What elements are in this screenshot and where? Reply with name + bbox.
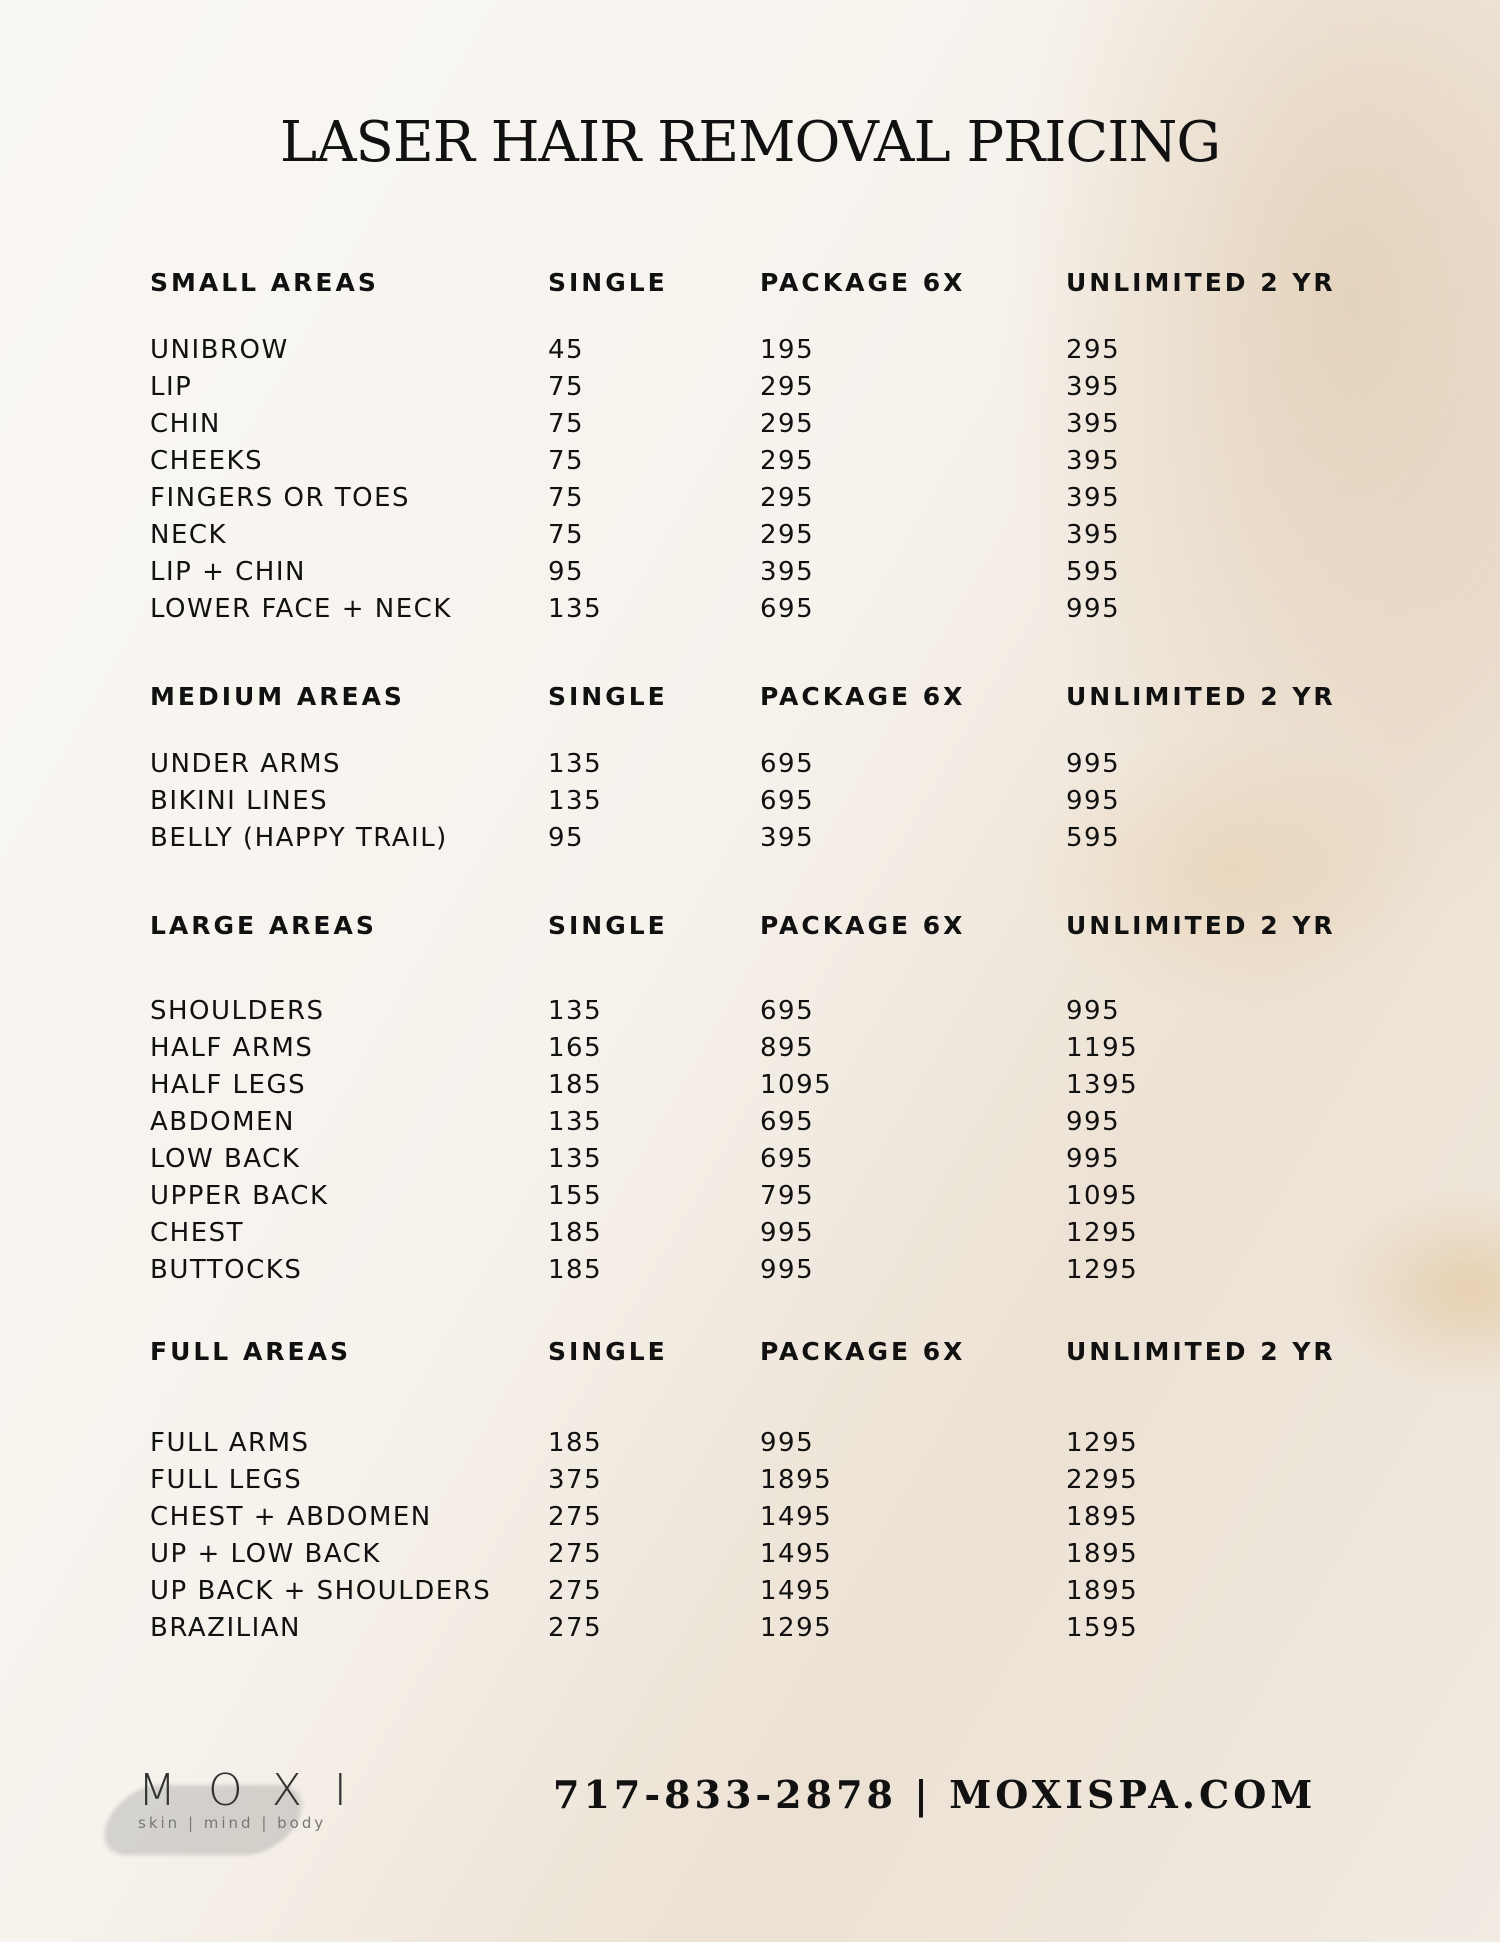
price-row	[0, 372, 1500, 409]
single-price: 275	[548, 1613, 603, 1643]
price-row	[0, 786, 1500, 823]
price-row	[0, 335, 1500, 372]
package-price: 295	[760, 483, 815, 513]
section-large-areas	[0, 911, 1500, 1292]
price-row	[0, 1613, 1500, 1650]
area-name: UNDER ARMS	[150, 749, 342, 779]
section-medium-areas	[0, 682, 1500, 860]
area-name: NECK	[150, 520, 228, 550]
unlimited-price: 1295	[1066, 1255, 1139, 1285]
price-row	[0, 1428, 1500, 1465]
package-price: 295	[760, 446, 815, 476]
price-row	[0, 1576, 1500, 1613]
section-header	[0, 268, 1500, 305]
area-name: CHIN	[150, 409, 221, 439]
single-price: 275	[548, 1576, 603, 1606]
area-name: UP BACK + SHOULDERS	[150, 1576, 492, 1606]
unlimited-price: 995	[1066, 594, 1121, 624]
unlimited-price: 1895	[1066, 1576, 1139, 1606]
unlimited-price: 995	[1066, 786, 1121, 816]
col-package: PACKAGE 6X	[760, 268, 966, 297]
single-price: 95	[548, 557, 585, 587]
section-header	[0, 911, 1500, 948]
unlimited-price: 1095	[1066, 1181, 1139, 1211]
area-name: FULL LEGS	[150, 1465, 303, 1495]
single-price: 165	[548, 1033, 603, 1063]
col-package: PACKAGE 6X	[760, 682, 966, 711]
unlimited-price: 995	[1066, 749, 1121, 779]
unlimited-price: 395	[1066, 483, 1121, 513]
section-title: MEDIUM AREAS	[150, 682, 405, 711]
unlimited-price: 595	[1066, 823, 1121, 853]
package-price: 1095	[760, 1070, 833, 1100]
package-price: 195	[760, 335, 815, 365]
unlimited-price: 995	[1066, 1107, 1121, 1137]
single-price: 75	[548, 446, 585, 476]
unlimited-price: 1395	[1066, 1070, 1139, 1100]
col-package: PACKAGE 6X	[760, 1337, 966, 1366]
package-price: 395	[760, 557, 815, 587]
section-small-areas	[0, 268, 1500, 631]
section-title: FULL AREAS	[150, 1337, 351, 1366]
logo-name: MOXI	[138, 1765, 379, 1816]
price-row	[0, 1255, 1500, 1292]
col-single: SINGLE	[548, 268, 668, 297]
area-name: BUTTOCKS	[150, 1255, 303, 1285]
package-price: 1495	[760, 1539, 833, 1569]
single-price: 275	[548, 1539, 603, 1569]
unlimited-price: 395	[1066, 446, 1121, 476]
package-price: 295	[760, 520, 815, 550]
area-name: FINGERS OR TOES	[150, 483, 411, 513]
col-unlimited: UNLIMITED 2 YR	[1066, 911, 1336, 940]
section-title: LARGE AREAS	[150, 911, 377, 940]
single-price: 135	[548, 1144, 603, 1174]
price-row	[0, 749, 1500, 786]
package-price: 395	[760, 823, 815, 853]
col-unlimited: UNLIMITED 2 YR	[1066, 268, 1336, 297]
price-row	[0, 446, 1500, 483]
price-row	[0, 1144, 1500, 1181]
area-name: BRAZILIAN	[150, 1613, 302, 1643]
package-price: 695	[760, 1107, 815, 1137]
unlimited-price: 995	[1066, 996, 1121, 1026]
price-row	[0, 409, 1500, 446]
unlimited-price: 1195	[1066, 1033, 1139, 1063]
single-price: 45	[548, 335, 585, 365]
area-name: CHEST + ABDOMEN	[150, 1502, 432, 1532]
single-price: 275	[548, 1502, 603, 1532]
section-title: SMALL AREAS	[150, 268, 379, 297]
area-name: LOWER FACE + NECK	[150, 594, 452, 624]
unlimited-price: 395	[1066, 409, 1121, 439]
col-unlimited: UNLIMITED 2 YR	[1066, 1337, 1336, 1366]
package-price: 795	[760, 1181, 815, 1211]
area-name: LIP + CHIN	[150, 557, 306, 587]
unlimited-price: 1295	[1066, 1218, 1139, 1248]
area-name: CHEEKS	[150, 446, 264, 476]
col-single: SINGLE	[548, 1337, 668, 1366]
col-package: PACKAGE 6X	[760, 911, 966, 940]
package-price: 995	[760, 1428, 815, 1458]
price-row	[0, 594, 1500, 631]
package-price: 1895	[760, 1465, 833, 1495]
unlimited-price: 1895	[1066, 1502, 1139, 1532]
unlimited-price: 995	[1066, 1144, 1121, 1174]
single-price: 185	[548, 1218, 603, 1248]
single-price: 75	[548, 372, 585, 402]
price-row	[0, 1539, 1500, 1576]
price-row	[0, 483, 1500, 520]
package-price: 1295	[760, 1613, 833, 1643]
package-price: 695	[760, 594, 815, 624]
price-row	[0, 996, 1500, 1033]
single-price: 185	[548, 1070, 603, 1100]
price-row	[0, 520, 1500, 557]
unlimited-price: 595	[1066, 557, 1121, 587]
section-full-areas	[0, 1337, 1500, 1650]
package-price: 1495	[760, 1502, 833, 1532]
package-price: 895	[760, 1033, 815, 1063]
price-row	[0, 1033, 1500, 1070]
section-header	[0, 682, 1500, 719]
package-price: 995	[760, 1255, 815, 1285]
area-name: UPPER BACK	[150, 1181, 329, 1211]
price-row	[0, 1502, 1500, 1539]
package-price: 295	[760, 372, 815, 402]
package-price: 695	[760, 996, 815, 1026]
single-price: 75	[548, 520, 585, 550]
price-row	[0, 1181, 1500, 1218]
single-price: 135	[548, 1107, 603, 1137]
single-price: 135	[548, 594, 603, 624]
single-price: 155	[548, 1181, 603, 1211]
unlimited-price: 395	[1066, 520, 1121, 550]
contact-footer: 717-833-2878 | MOXISPA.COM	[553, 1772, 1317, 1817]
area-name: HALF LEGS	[150, 1070, 307, 1100]
price-row	[0, 1218, 1500, 1255]
area-name: ABDOMEN	[150, 1107, 295, 1137]
package-price: 1495	[760, 1576, 833, 1606]
single-price: 135	[548, 996, 603, 1026]
section-header	[0, 1337, 1500, 1374]
price-row	[0, 557, 1500, 594]
unlimited-price: 1895	[1066, 1539, 1139, 1569]
package-price: 695	[760, 786, 815, 816]
moxi-logo	[138, 1765, 379, 1832]
unlimited-price: 295	[1066, 335, 1121, 365]
price-row	[0, 1070, 1500, 1107]
single-price: 185	[548, 1255, 603, 1285]
package-price: 995	[760, 1218, 815, 1248]
area-name: UP + LOW BACK	[150, 1539, 381, 1569]
single-price: 185	[548, 1428, 603, 1458]
col-single: SINGLE	[548, 682, 668, 711]
area-name: FULL ARMS	[150, 1428, 310, 1458]
area-name: LIP	[150, 372, 193, 402]
page-title: LASER HAIR REMOVAL PRICING	[279, 110, 1221, 175]
price-row	[0, 1465, 1500, 1502]
price-row	[0, 1107, 1500, 1144]
area-name: SHOULDERS	[150, 996, 325, 1026]
area-name: CHEST	[150, 1218, 245, 1248]
unlimited-price: 1595	[1066, 1613, 1139, 1643]
single-price: 135	[548, 749, 603, 779]
unlimited-price: 1295	[1066, 1428, 1139, 1458]
col-single: SINGLE	[548, 911, 668, 940]
col-unlimited: UNLIMITED 2 YR	[1066, 682, 1336, 711]
single-price: 75	[548, 483, 585, 513]
area-name: BELLY (HAPPY TRAIL)	[150, 823, 448, 853]
unlimited-price: 2295	[1066, 1465, 1139, 1495]
single-price: 135	[548, 786, 603, 816]
area-name: HALF ARMS	[150, 1033, 314, 1063]
single-price: 75	[548, 409, 585, 439]
unlimited-price: 395	[1066, 372, 1121, 402]
single-price: 375	[548, 1465, 603, 1495]
area-name: UNIBROW	[150, 335, 289, 365]
package-price: 695	[760, 1144, 815, 1174]
price-row	[0, 823, 1500, 860]
area-name: LOW BACK	[150, 1144, 301, 1174]
area-name: BIKINI LINES	[150, 786, 329, 816]
package-price: 695	[760, 749, 815, 779]
package-price: 295	[760, 409, 815, 439]
single-price: 95	[548, 823, 585, 853]
logo-tagline: skin | mind | body	[138, 1814, 327, 1832]
